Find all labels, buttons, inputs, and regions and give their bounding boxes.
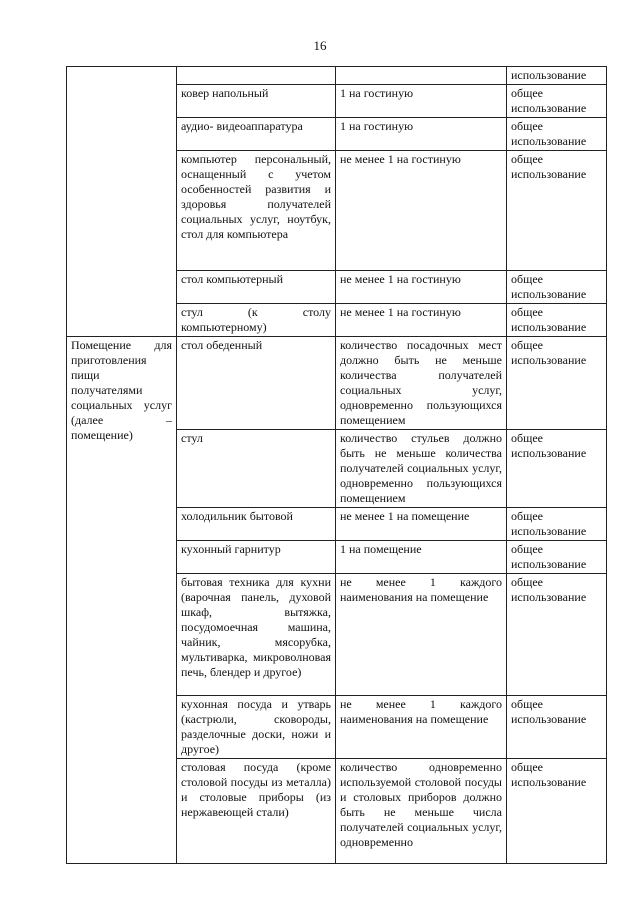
item-cell: стол компьютерный bbox=[177, 271, 336, 304]
norm-cell: не менее 1 каждого наименования на помещение bbox=[336, 574, 507, 696]
room-cell: Помещение для приготовления пищи получателями социальных услуг (далее – помещение) bbox=[67, 337, 177, 864]
usage-cell: общее использование bbox=[507, 118, 607, 151]
item-cell: столовая посуда (кроме столовой посуды из металла) и столовые приборы (из нержавеющей стали) bbox=[177, 759, 336, 864]
usage-cell: общее использование bbox=[507, 271, 607, 304]
item-cell: кухонная посуда и утварь (кастрюли, сковороды, разделочные доски, ножи и другое) bbox=[177, 696, 336, 759]
usage-cell: общее использование bbox=[507, 696, 607, 759]
norm-cell: количество одновременно используемой столовой посуды и столовых приборов должно быть не меньше числа получателей социальных услуг, одновременно bbox=[336, 759, 507, 864]
table-row bbox=[67, 67, 607, 85]
table-row bbox=[67, 337, 607, 430]
item-cell: кухонный гарнитур bbox=[177, 541, 336, 574]
norm-cell: не менее 1 на гостиную bbox=[336, 271, 507, 304]
norm-cell: не менее 1 на гостиную bbox=[336, 151, 507, 271]
item-cell: стол обеденный bbox=[177, 337, 336, 430]
norm-cell: 1 на гостиную bbox=[336, 118, 507, 151]
equipment-table bbox=[66, 66, 607, 864]
norm-cell: количество посадочных мест должно быть не меньше количества получателей социальных услуг, одновременно пользующихся помещением bbox=[336, 337, 507, 430]
usage-cell: общее использование bbox=[507, 541, 607, 574]
item-cell bbox=[177, 67, 336, 85]
item-cell: стул bbox=[177, 430, 336, 508]
usage-cell: использование bbox=[507, 67, 607, 85]
item-cell: компьютер персональный, оснащенный с учетом особенностей развития и здоровья получателей социальных услуг, ноутбук, стол для компьютера bbox=[177, 151, 336, 271]
norm-cell: 1 на гостиную bbox=[336, 85, 507, 118]
norm-cell: не менее 1 каждого наименования на помещение bbox=[336, 696, 507, 759]
usage-cell: общее использование bbox=[507, 304, 607, 337]
norm-cell: не менее 1 на гостиную bbox=[336, 304, 507, 337]
usage-cell: общее использование bbox=[507, 508, 607, 541]
page-number: 16 bbox=[313, 38, 327, 53]
item-cell: холодильник бытовой bbox=[177, 508, 336, 541]
usage-cell: общее использование bbox=[507, 759, 607, 864]
item-cell: ковер напольный bbox=[177, 85, 336, 118]
usage-cell: общее использование bbox=[507, 337, 607, 430]
item-cell: бытовая техника для кухни (варочная панель, духовой шкаф, вытяжка, посудомоечная машина, чайник, мясорубка, мультиварка, микроволновая печь, блендер и другое) bbox=[177, 574, 336, 696]
room-cell bbox=[67, 67, 177, 337]
norm-cell: количество стульев должно быть не меньше количества получателей социальных услуг, одновременно пользующихся помещением bbox=[336, 430, 507, 508]
item-cell: стул (к столу компьютерному) bbox=[177, 304, 336, 337]
norm-cell: 1 на помещение bbox=[336, 541, 507, 574]
usage-cell: общее использование bbox=[507, 574, 607, 696]
norm-cell bbox=[336, 67, 507, 85]
usage-cell: общее использование bbox=[507, 85, 607, 118]
usage-cell: общее использование bbox=[507, 430, 607, 508]
norm-cell: не менее 1 на помещение bbox=[336, 508, 507, 541]
usage-cell: общее использование bbox=[507, 151, 607, 271]
item-cell: аудио- видеоаппаратура bbox=[177, 118, 336, 151]
